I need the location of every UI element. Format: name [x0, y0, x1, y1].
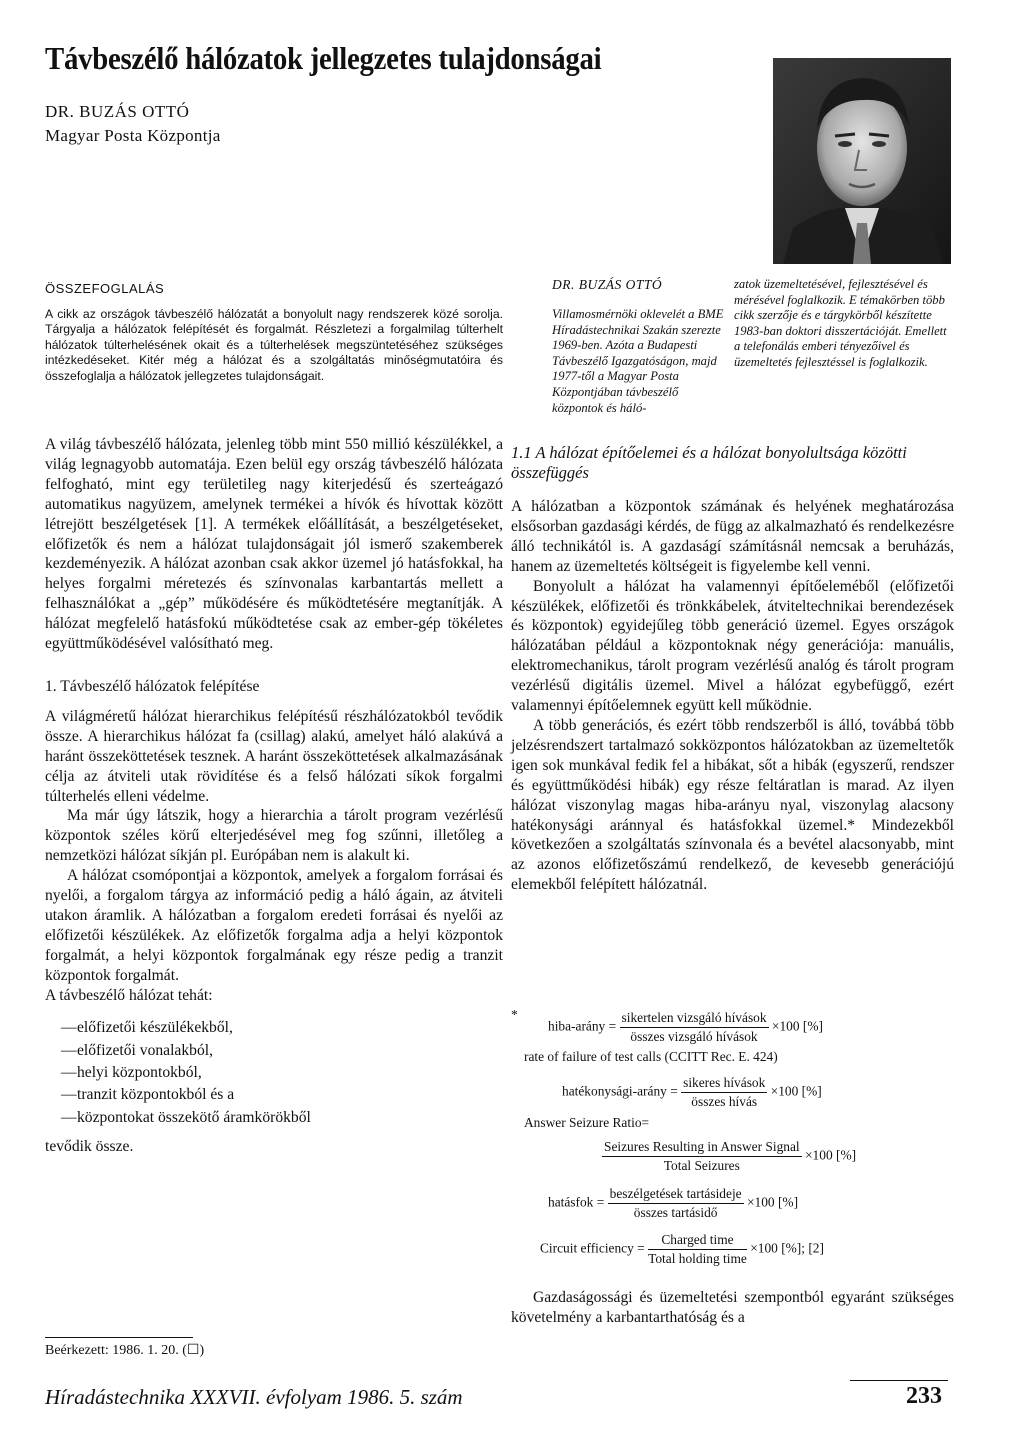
- formula-numerator: Seizures Resulting in Answer Signal: [602, 1139, 802, 1157]
- section-1-paragraph-2: Ma már úgy látszik, hogy a hierarchia a tárolt program vezérlésű központok széles körű elterjedésével meg fog szűnni, illetőleg a nemzetközi hálózat síkján pl. Európában nem is alakult ki.: [45, 807, 503, 865]
- section-1-1-paragraph-4: Gazdaságossági és üzemeltetési szempontból egyaránt szükséges követelmény a karbantarthatóság és a: [511, 1289, 954, 1326]
- formula-numerator: beszélgetések tartásideje: [608, 1186, 744, 1204]
- formula-fraction: [608, 1186, 744, 1221]
- footnote-rule: [45, 1337, 193, 1338]
- formula-denominator: összes vizsgáló hívások: [630, 1029, 758, 1044]
- section-1-1-paragraph-2: Bonyolult a hálózat ha valamennyi építőeleméből (előfizetői készülékek, előfizetői és trönkkábelek, átviteltechnikai berendezések és központok) egyidejűleg több generáció üzemel. Egyes országok hálózatában például a központoknak négy generációja: manuális, elektromechanikus, tárolt program vezérlésű analóg és tárolt program vezérlésű digitális üzemel. Mivel a hálózat egybefüggő, ezért valamennyi építőelemnek együtt kell működnie.: [511, 577, 954, 715]
- formula-asr: [602, 1139, 856, 1174]
- section-1-paragraph-4: A távbeszélő hálózat tehát:: [45, 986, 213, 1004]
- network-components-list: [45, 1017, 503, 1128]
- received-date: Beérkezett: 1986. 1. 20. (☐): [45, 1343, 205, 1358]
- bio-column-1: Villamosmérnöki oklevelét a BME Híradástechnikai Szakán szerezte 1969-ben. Azóta a Budapesti Távbeszélő Igazgatóságon, majd 1977-től a Magyar Posta Központjában távbeszélő központok és háló-: [552, 307, 724, 415]
- list-item: — előfizetői vonalakból,: [45, 1040, 503, 1062]
- right-column: [511, 497, 954, 895]
- formula-denominator: összes hívás: [691, 1094, 758, 1109]
- formula-efficiency-ratio: [562, 1075, 822, 1110]
- formula-numerator: Charged time: [648, 1232, 747, 1250]
- author-name: DR. BUZÁS OTTÓ: [45, 102, 190, 121]
- formula-fraction: [648, 1232, 747, 1267]
- list-item: — előfizetői készülékekből,: [45, 1017, 503, 1039]
- abstract-heading: ÖSSZEFOGLALÁS: [45, 281, 165, 296]
- formula-asr-label: Answer Seizure Ratio=: [524, 1115, 650, 1130]
- formula-multiplier: ×100 [%]; [2]: [750, 1240, 824, 1256]
- list-item: — helyi központokból,: [45, 1062, 503, 1084]
- intro-paragraph: A világ távbeszélő hálózata, jelenleg több mint 550 millió készülékkel, a világ legnagyobb automatája. Ezen belül egy ország távbeszélő hálózata felfogható, mint egy területileg nagy kiterjedésű és szerteágazó automatikus nagyüzem, amelynek termékei a hívók és hívottak között létrejött beszélgetések [1]. A termékek előállítását, a beszélgetéseket, előfizetők és nem a hálózat tulajdonságait jól ismerő szakemberek kezdeményezik. A hálózat azonban csak akkor üzemel jó hatásfokkal, ha helyes forgalmi méretezés és színvonalas karbantartás mellett a felhasználókat a „gép” működésére és működtetésére megtanítják. A hálózat megfelelő hatásfokú működtetése csak az ember-gép tökéletes együttműködésével valósítható meg.: [45, 436, 503, 653]
- section-1-heading: 1. Távbeszélő hálózatok felépítése: [45, 677, 260, 695]
- abstract-text: A cikk az országok távbeszélő hálózatát a bonyolult nagy rendszerek közé sorolja. Tárgyalja a hálózatok felépítését és forgalmát. Részletezi a forgalmilag túlterhelt hálózatok túlterhelésének okait és a túlterhelések megszüntetéséhez szükséges intézkedéseket. Kitér még a hálózat és a szolgáltatás minőségmutatóira és összefoglalja a hálózatok jellegzetes tulajdonságait.: [45, 307, 503, 383]
- left-column: [45, 435, 503, 1157]
- formula-denominator: Total Seizures: [663, 1158, 740, 1173]
- formula-fraction: [620, 1010, 769, 1045]
- formula-fraction: [602, 1139, 802, 1174]
- section-1-paragraph-3: A hálózat csomópontjai a központok, amelyek a forgalom forrásai és nyelői, a forgalom tárgya az információ pedig a háló ágain, az átviteli utakon áramlik. A hálózatban a forgalom eredeti forrásai és nyelői az előfizetői készülékek. Az előfizetők forgalma adja a helyi központok forgalmát, a helyi központok forgalmának egy része pedig a tranzit központok forgalmát.: [45, 867, 503, 984]
- formula-circuit-efficiency: [540, 1232, 824, 1267]
- author-affiliation: Magyar Posta Központja: [45, 126, 221, 145]
- formula-fraction: [681, 1075, 767, 1110]
- list-item: — központokat összekötő áramkörökből: [45, 1107, 503, 1129]
- section-1-1-heading: 1.1 A hálózat építőelemei és a hálózat bonyolultsága közötti összefüggés: [511, 443, 907, 482]
- section-1-paragraph-1: A világméretű hálózat hierarchikus felépítésű részhálózatokból tevődik össze. A hierarchikus hálózat fa (csillag) alakú, amelyet háló alakúvá a haránt összeköttetések tesznek. A haránt összeköttetések alkalmazásának célja az átviteli utak rövidítése és a felső hálózati síkok forgalmi túlterhelés elleni védelme.: [45, 707, 503, 805]
- author-photo: [773, 58, 951, 264]
- formula-denominator: Total holding time: [648, 1251, 747, 1266]
- section-1-1-paragraph-3: A több generációs, és ezért több rendszerből is álló, továbbá több jelzésrendszert tartalmazó sokközpontos hálózatokban az üzemeltetők igen sok munkával fedik fel a hibákat, sőt a hibák (egyszerű, rendszer és együttműködési hibák) egy része feltáratlan is marad. Az ilyen hálózat viszonylag magas hiba-arányu nyal, viszonylag alacsony hatékonysági aránnyal és hatásfokkal üzemel.* Mindezekből következően a szolgáltatás színvonala és a bevétel alacsonyabb, mint az azonos előfizetőszámú rendelkező, de kevesebb generációjú elemekből felépített hálózatnál.: [511, 716, 954, 894]
- formula-note: rate of failure of test calls (CCITT Rec. E. 424): [524, 1049, 778, 1064]
- bio-author-name: DR. BUZÁS OTTÓ: [552, 277, 663, 292]
- formula-multiplier: ×100 [%]: [770, 1083, 822, 1099]
- bio-column-2: zatok üzemeltetésével, fejlesztésével és mérésével foglalkozik. E témakörben több cikk szerzője és e tárgykörből készítette 1983-ban doktori disszertációját. Emellett a telefonálás emberi tényezőivel és üzemeltetés fejlesztéssel is foglalkozik.: [734, 277, 947, 369]
- formula-failure-rate: [548, 1010, 823, 1045]
- formula-numerator: sikertelen vizsgáló hívások: [620, 1010, 769, 1028]
- formula-label: hatásfok =: [548, 1194, 605, 1210]
- formula-label: hatékonysági-arány =: [562, 1083, 678, 1099]
- formula-label: Circuit efficiency =: [540, 1240, 645, 1256]
- list-item: — tranzit központokból és a: [45, 1084, 503, 1106]
- formula-hatasfok: [548, 1186, 798, 1221]
- page-number-rule: [850, 1380, 948, 1381]
- section-1-paragraph-5: tevődik össze.: [45, 1137, 134, 1155]
- journal-footer: Híradástechnika XXXVII. évfolyam 1986. 5. szám: [45, 1385, 463, 1409]
- page-number: 233: [906, 1383, 942, 1409]
- formula-label: hiba-arány =: [548, 1018, 617, 1034]
- formula-multiplier: ×100 [%]: [771, 1018, 823, 1034]
- formula-multiplier: ×100 [%]: [746, 1194, 799, 1210]
- formula-numerator: sikeres hívások: [681, 1075, 767, 1093]
- formula-denominator: összes tartásidő: [633, 1205, 718, 1220]
- section-1-1-paragraph-1: A hálózatban a központok számának és helyének meghatározása elsősorban gazdasági kérdés, de függ az alkalmazható és rendelkezésre álló technikától is. A gazdaságí számításnál nemcsak a beruházás, hanem az üzemeltetés költségeit is figyelembe kell venni.: [511, 498, 954, 575]
- portrait-image: [773, 58, 951, 264]
- article-title: Távbeszélő hálózatok jellegzetes tulajdonságai: [45, 40, 602, 76]
- formula-multiplier: ×100 [%]: [805, 1147, 857, 1163]
- footnote-star: *: [511, 1007, 518, 1022]
